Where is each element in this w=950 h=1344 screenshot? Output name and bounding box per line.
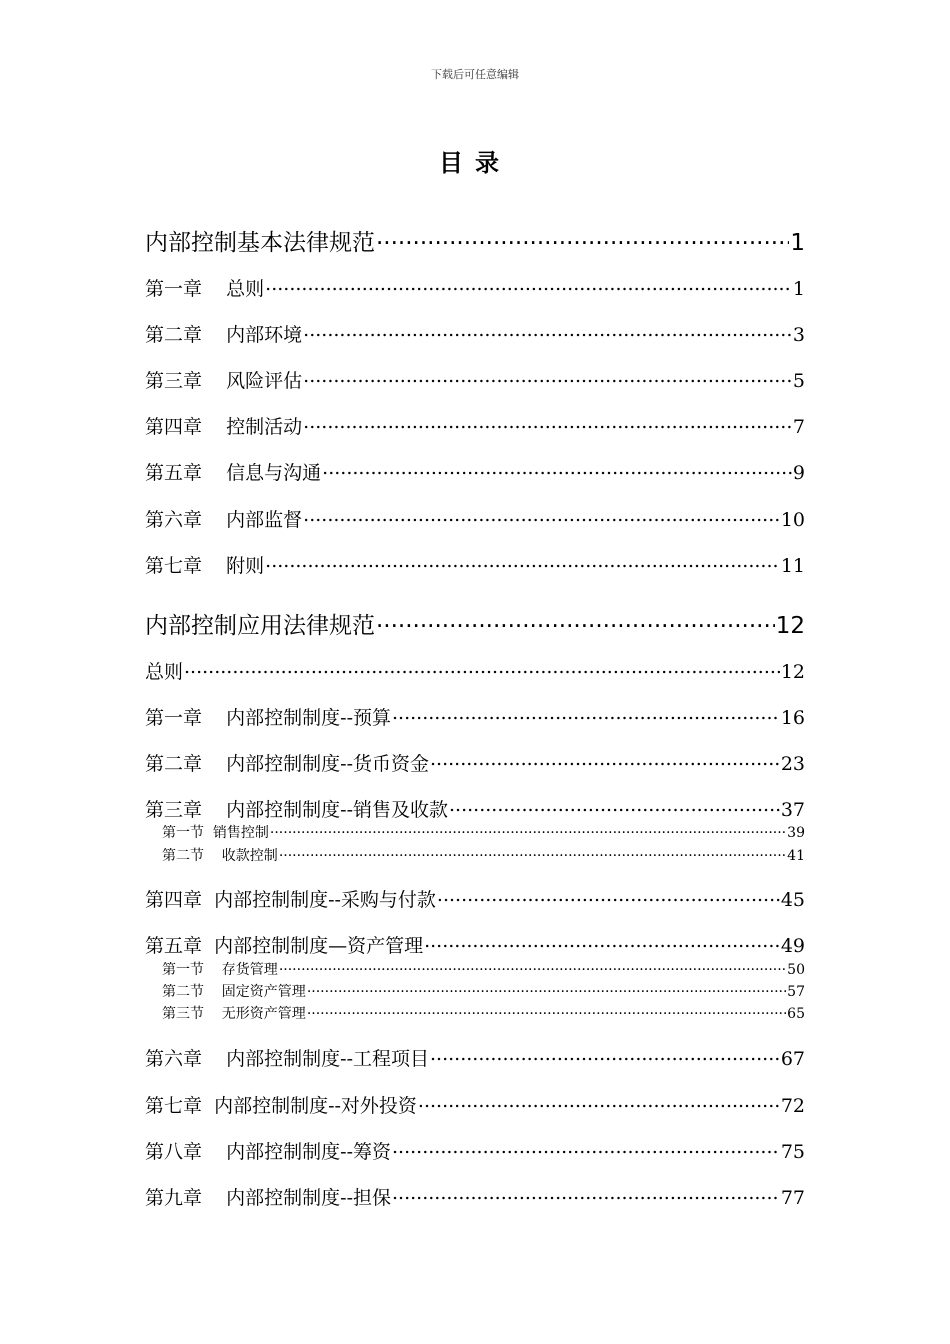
toc-entry-chap[interactable] (145, 412, 805, 439)
toc-dot-leader (303, 414, 792, 433)
toc-page-number: 67 (780, 1048, 805, 1070)
toc-dot-leader (279, 960, 786, 974)
toc-page-number: 75 (780, 1141, 805, 1163)
toc-entry-chap[interactable] (145, 749, 805, 776)
toc-page-number: 49 (780, 935, 805, 957)
toc-dot-leader (265, 553, 780, 572)
toc-dot-leader (270, 823, 786, 837)
toc-page-number: 50 (787, 962, 805, 978)
toc-dot-leader (392, 1185, 780, 1204)
toc-page-number: 65 (787, 1006, 805, 1022)
toc-dot-leader (437, 887, 780, 906)
toc-entry-label: 第三章 风险评估 (145, 370, 303, 392)
toc-dot-leader (392, 1139, 780, 1158)
toc-entry-label: 第二章 内部控制制度--货币资金 (145, 753, 429, 775)
toc-entry-label: 内部控制基本法律规范 (145, 230, 375, 256)
toc-entry-chap[interactable] (145, 320, 805, 347)
toc-dot-leader (265, 276, 792, 295)
toc-entry-label: 第三节 无形资产管理 (162, 1006, 306, 1022)
toc-dot-leader (307, 1004, 786, 1018)
toc-page-number: 77 (780, 1187, 805, 1209)
toc-dot-leader (307, 982, 786, 996)
toc-entry-label: 第四章 内部控制制度--采购与付款 (145, 889, 436, 911)
toc-entry-label: 第六章 内部监督 (145, 509, 303, 531)
toc-entry-chap[interactable] (145, 1044, 805, 1071)
toc-entry-label: 总则 (145, 661, 184, 683)
toc-entry-sect[interactable] (145, 845, 805, 865)
toc-entry-sect[interactable] (145, 959, 805, 979)
toc-entry-label: 第一节 销售控制 (162, 825, 269, 841)
toc-dot-leader (430, 751, 780, 770)
toc-entry-label: 第七章 内部控制制度--对外投资 (145, 1095, 417, 1117)
toc-entry-chap[interactable] (145, 795, 805, 822)
toc-entry-label: 第九章 内部控制制度--担保 (145, 1187, 391, 1209)
toc-entry-label: 第一章 内部控制制度--预算 (145, 707, 391, 729)
toc-page-number: 45 (780, 889, 805, 911)
toc-dot-leader (376, 227, 789, 250)
toc-entry-chap[interactable] (145, 1091, 805, 1118)
toc-page-number: 11 (780, 555, 805, 577)
toc-page-number: 37 (780, 799, 805, 821)
toc-entry-chap[interactable] (145, 366, 805, 393)
toc-entry-sect[interactable] (145, 981, 805, 1001)
toc-entry-part[interactable] (145, 607, 805, 640)
toc-entry-chap[interactable] (145, 703, 805, 730)
page-header-note: 下载后可任意编辑 (431, 68, 519, 81)
toc-entry-chap[interactable] (145, 931, 805, 958)
toc-entry-label: 第一章 总则 (145, 278, 265, 300)
toc-dot-leader (303, 322, 792, 341)
toc-page-number: 5 (792, 370, 805, 392)
toc-page-number: 57 (787, 984, 805, 1000)
toc-dot-leader (418, 1093, 780, 1112)
toc-dot-leader (279, 846, 786, 860)
toc-entry-label: 第六章 内部控制制度--工程项目 (145, 1048, 429, 1070)
toc-dot-leader (376, 610, 775, 633)
toc-page-number: 72 (780, 1095, 805, 1117)
toc-page-number: 1 (792, 278, 805, 300)
toc-dot-leader (322, 460, 792, 479)
toc-entry-label: 第二节 固定资产管理 (162, 984, 306, 1000)
toc-page-number: 1 (790, 230, 805, 256)
toc-entry-label: 第三章 内部控制制度--销售及收款 (145, 799, 448, 821)
toc-dot-leader (184, 659, 780, 678)
toc-dot-leader (424, 933, 780, 952)
toc-entry-chap[interactable] (145, 885, 805, 912)
toc-page-number: 16 (780, 707, 805, 729)
toc-page-number: 7 (792, 416, 805, 438)
toc-entry-chap[interactable] (145, 1183, 805, 1210)
toc-dot-leader (449, 797, 780, 816)
toc-page-number: 12 (775, 613, 805, 639)
toc-page-number: 39 (787, 825, 805, 841)
toc-entry-sect[interactable] (145, 822, 805, 842)
toc-entry-label: 第五章 内部控制制度—资产管理 (145, 935, 424, 957)
toc-entry-chap[interactable] (145, 1137, 805, 1164)
toc-dot-leader (392, 705, 780, 724)
toc-page-number: 10 (780, 509, 805, 531)
page-title: 目录 (439, 149, 511, 177)
toc-page-number: 3 (792, 324, 805, 346)
toc-page-number: 9 (792, 462, 805, 484)
toc-entry-label: 第七章 附则 (145, 555, 265, 577)
toc-entry-label: 第八章 内部控制制度--筹资 (145, 1141, 391, 1163)
toc-entry-label: 第一节 存货管理 (162, 962, 278, 978)
toc-dot-leader (303, 507, 780, 526)
toc-dot-leader (303, 368, 792, 387)
toc-entry-chap[interactable] (145, 458, 805, 485)
toc-entry-label: 内部控制应用法律规范 (145, 613, 375, 639)
toc-entry-chap[interactable] (145, 657, 805, 684)
toc-page-number: 12 (780, 661, 805, 683)
toc-entry-label: 第四章 控制活动 (145, 416, 303, 438)
toc-entry-part[interactable] (145, 224, 805, 257)
toc-entry-label: 第五章 信息与沟通 (145, 462, 322, 484)
toc-entry-label: 第二节 收款控制 (162, 848, 278, 864)
toc-entry-sect[interactable] (145, 1003, 805, 1023)
toc-page-number: 41 (787, 848, 805, 864)
toc-entry-chap[interactable] (145, 505, 805, 532)
toc-entry-label: 第二章 内部环境 (145, 324, 303, 346)
toc-page-number: 23 (780, 753, 805, 775)
toc-dot-leader (430, 1046, 780, 1065)
toc-entry-chap[interactable] (145, 551, 805, 578)
toc-entry-chap[interactable] (145, 274, 805, 301)
